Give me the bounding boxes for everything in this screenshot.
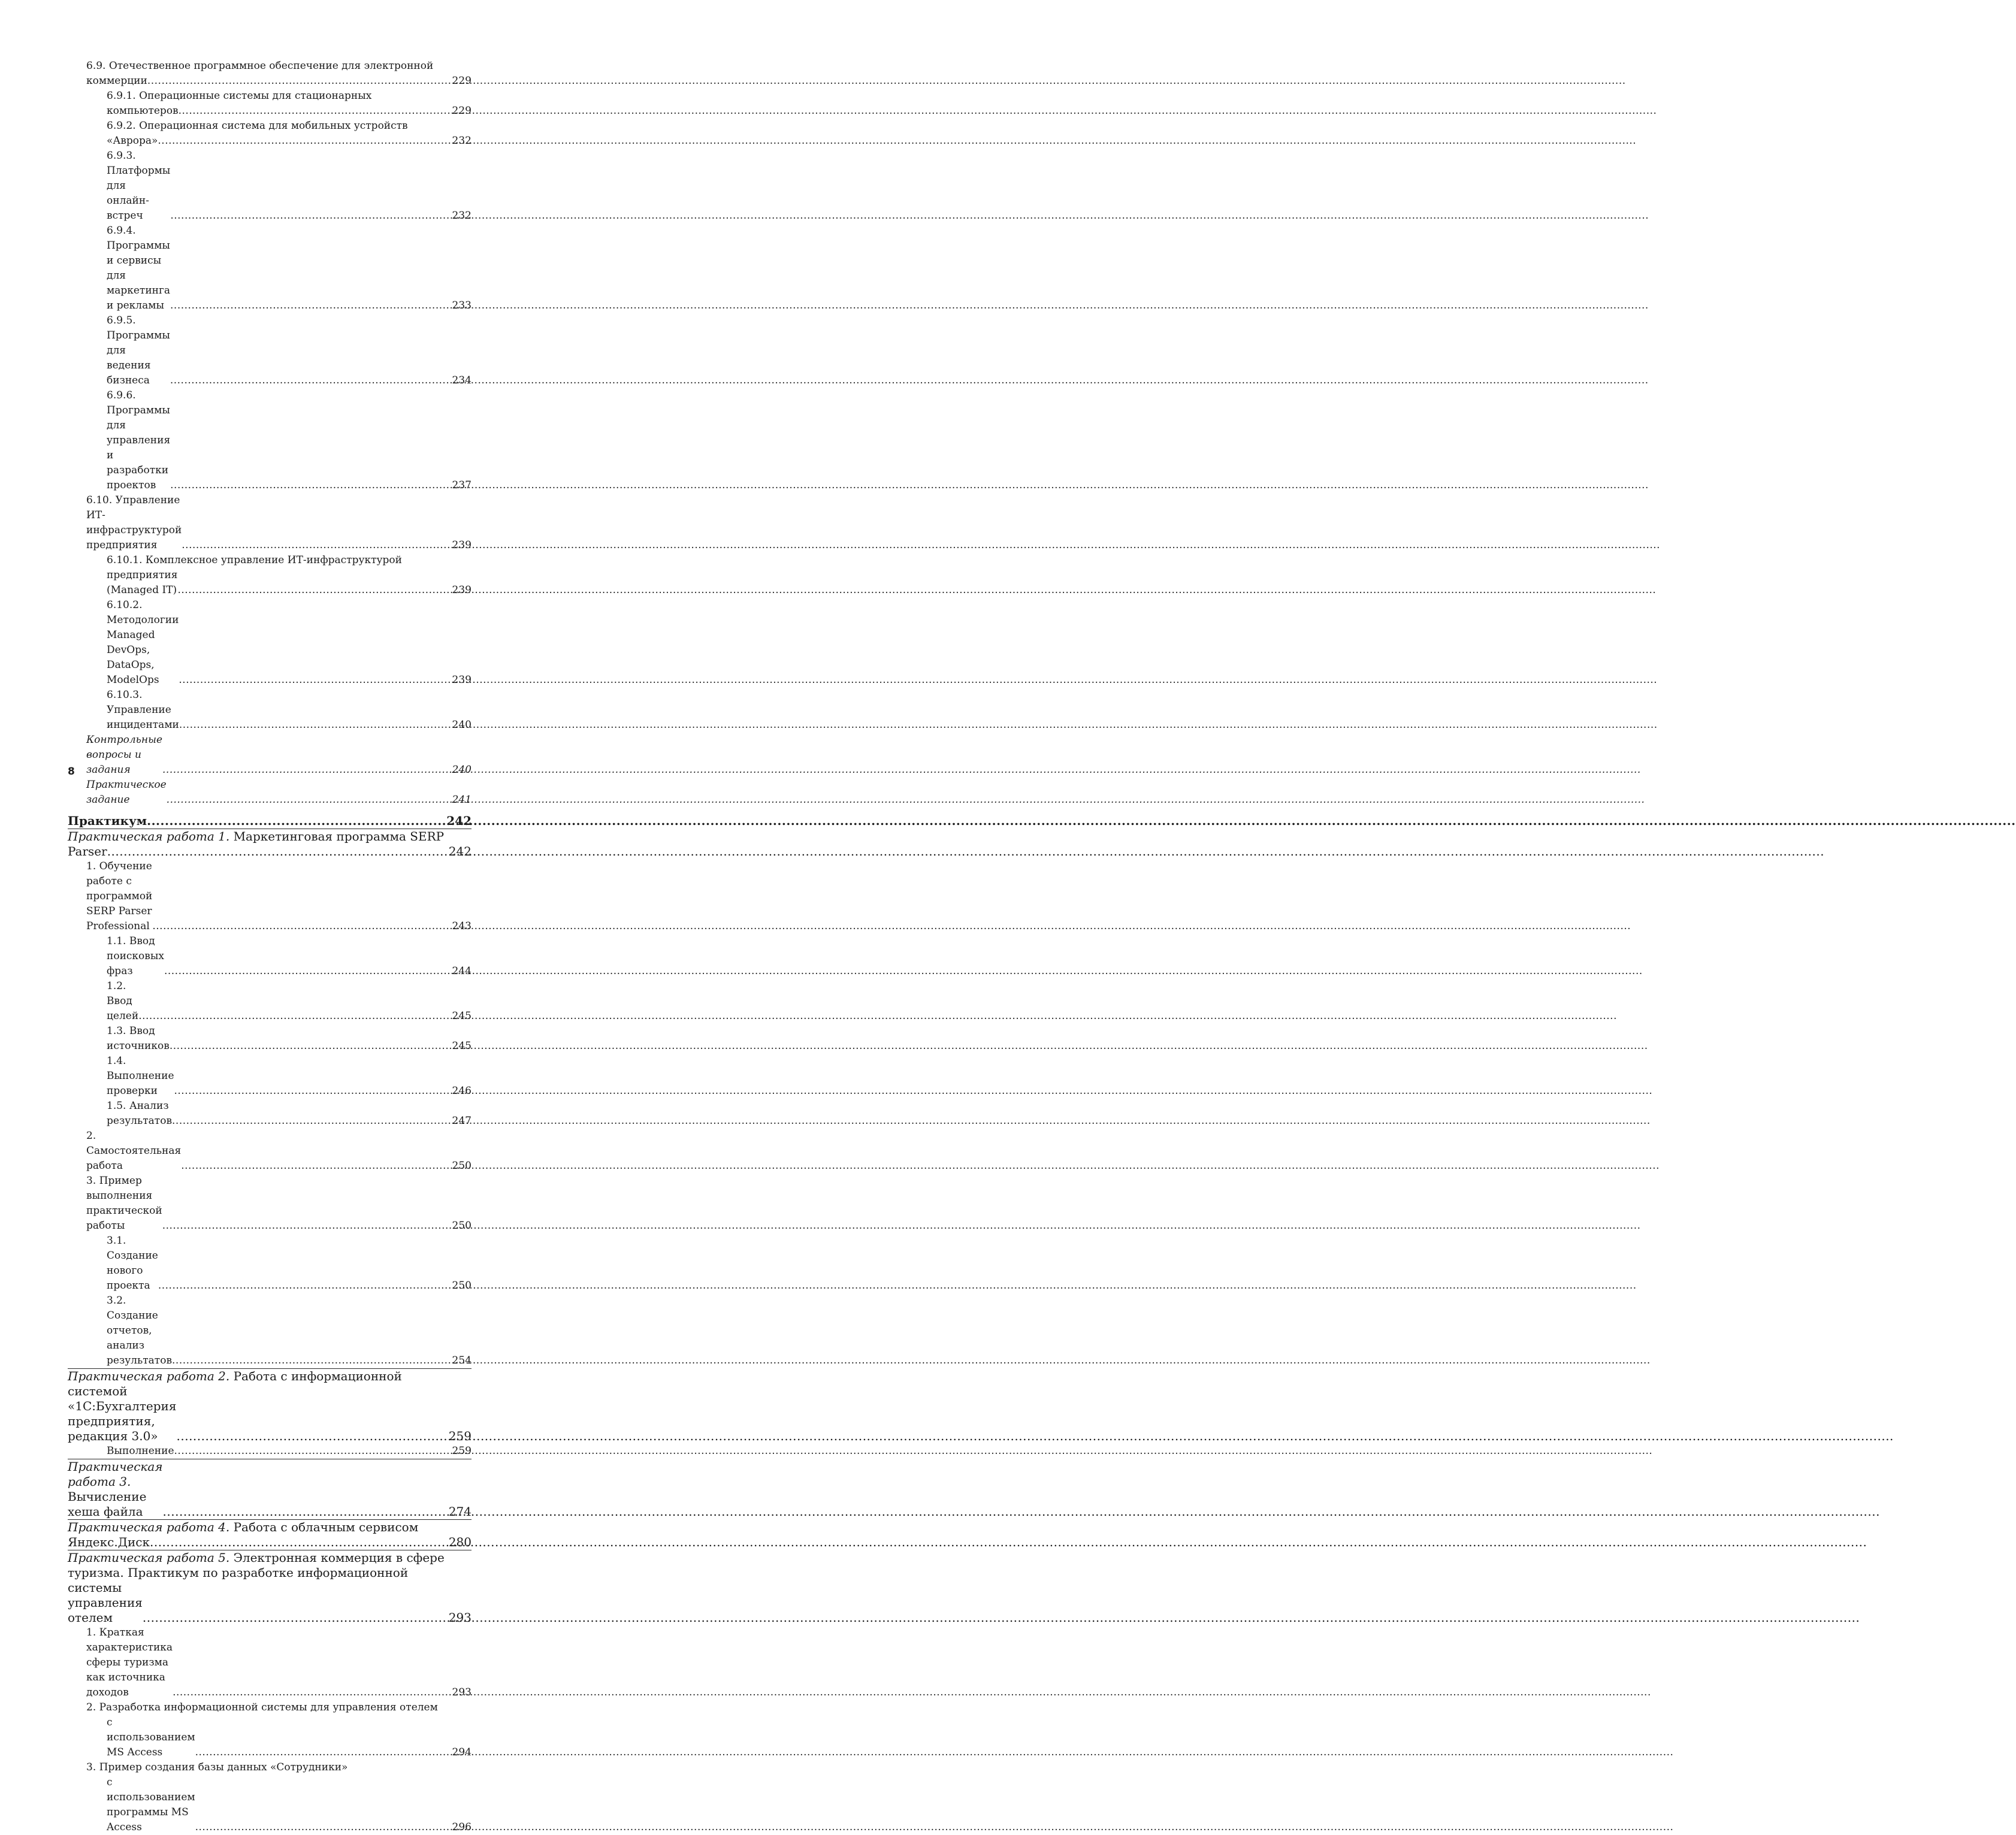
toc-entry-pw1-1-1 xyxy=(68,934,471,979)
toc-entry-title: 6.9.3. Платформы для онлайн-встреч xyxy=(107,150,171,222)
toc-entry-pw5-2 xyxy=(68,1700,471,1760)
toc-page-number: 232 xyxy=(452,210,471,222)
toc-entry-line: 2. Разработка информационной системы для управления отелем xyxy=(86,1701,438,1713)
toc-entry-6-9-6 xyxy=(68,388,471,493)
leader-dots xyxy=(162,1219,451,1234)
toc-entry-line: 3. Пример создания базы данных «Сотрудники» xyxy=(86,1761,348,1773)
toc-entry-title: 3.2. Создание отчетов, анализ результатов xyxy=(107,1295,173,1367)
leader-dots xyxy=(147,814,445,829)
toc-page-number: 245 xyxy=(452,1010,471,1022)
toc-entry-line: Электронная коммерция в сфере xyxy=(229,1550,445,1565)
toc-entry-6-10-3 xyxy=(68,688,471,733)
toc-entry-practical-work-1 xyxy=(68,829,471,859)
toc-page-number: 245 xyxy=(452,1040,471,1052)
toc-page-number: 242 xyxy=(448,844,471,858)
toc-entry-6-9-2 xyxy=(68,119,471,149)
toc-page-number: 240 xyxy=(452,764,471,776)
leader-dots xyxy=(170,1039,451,1054)
toc-page-number: 250 xyxy=(452,1160,471,1172)
toc-page-number: 229 xyxy=(452,75,471,87)
toc-page-number: 229 xyxy=(452,105,471,117)
toc-page-number: 294 xyxy=(452,1746,471,1758)
toc-entry-6-10 xyxy=(68,493,471,553)
leader-dots xyxy=(143,1610,448,1625)
toc-entry-pw5-3 xyxy=(68,1760,471,1835)
leader-dots xyxy=(179,718,451,733)
toc-page-number: 232 xyxy=(452,135,471,147)
leader-dots xyxy=(152,919,451,934)
leader-dots xyxy=(174,1444,451,1459)
toc-entry-practical-task xyxy=(68,778,471,808)
toc-entry-practical-work-2 xyxy=(68,1369,471,1444)
toc-entry-pw2-execution xyxy=(68,1444,471,1459)
toc-entry-6-9-4 xyxy=(68,223,471,313)
toc-page-number: 259 xyxy=(452,1445,471,1457)
toc-entry-title: компьютеров xyxy=(107,105,179,117)
toc-entry-pw1-1-5 xyxy=(68,1099,471,1129)
toc-entry-6-9 xyxy=(68,59,471,89)
leader-dots xyxy=(158,1278,451,1293)
toc-page-number: 239 xyxy=(452,539,471,551)
leader-dots xyxy=(181,1159,451,1174)
leader-dots xyxy=(158,134,451,149)
leader-dots xyxy=(150,1535,448,1550)
toc-entry-line: 6.9.1. Операционные системы для стационарных xyxy=(107,90,372,102)
toc-entry-label: Практическая работа 4. xyxy=(68,1520,230,1534)
toc-entry-title: Вычисление хеша файла xyxy=(68,1489,147,1519)
leader-dots xyxy=(182,538,451,553)
toc-entry-pw1-1 xyxy=(68,859,471,934)
toc-entry-6-10-2 xyxy=(68,598,471,688)
leader-dots xyxy=(179,104,451,119)
toc-entry-label: Практическая работа 5. xyxy=(68,1550,230,1565)
leader-dots xyxy=(172,1353,451,1368)
toc-entry-control-questions xyxy=(68,733,471,778)
toc-entry-title: предприятия (Managed IT) xyxy=(107,569,178,596)
toc-entry-pw1-3-1 xyxy=(68,1234,471,1293)
leader-dots xyxy=(173,1685,451,1700)
toc-page-number: 250 xyxy=(452,1220,471,1232)
leader-dots xyxy=(170,373,451,388)
toc-page-number: 246 xyxy=(452,1085,471,1097)
leader-dots xyxy=(163,1504,448,1519)
toc-entry-title: «Аврора» xyxy=(107,135,158,147)
toc-page-number: 240 xyxy=(452,719,471,731)
toc-entry-title: 6.10.2. Методологии Managed DevOps, DataOps, ModelOps xyxy=(107,599,179,686)
leader-dots xyxy=(167,793,451,808)
toc-entry-title: 1.4. Выполнение проверки xyxy=(107,1055,174,1097)
toc-entry-label: Практическая работа 3. xyxy=(68,1459,163,1489)
toc-entry-title: 1. Краткая характеристика сферы туризма как источника доходов xyxy=(86,1627,173,1698)
leader-dots xyxy=(177,1429,448,1444)
toc-entry-title: Контрольные вопросы и задания xyxy=(86,734,163,776)
toc-entry-line: 6.10.1. Комплексное управление ИТ-инфраструктурой xyxy=(107,554,402,566)
toc-entry-pw1-1-2 xyxy=(68,979,471,1024)
toc-entry-title: с использованием MS Access xyxy=(107,1716,195,1758)
toc-entry-title: с использованием программы MS Access xyxy=(107,1776,195,1833)
toc-page-number: 247 xyxy=(452,1115,471,1127)
leader-dots xyxy=(107,844,448,859)
leader-dots xyxy=(164,964,451,979)
leader-dots xyxy=(179,673,451,688)
toc-entry-6-10-1 xyxy=(68,553,471,598)
toc-page-number: 293 xyxy=(448,1610,471,1625)
toc-page-number: 280 xyxy=(448,1535,471,1549)
toc-entry-6-9-1 xyxy=(68,89,471,119)
toc-entry-line: Маркетинговая программа SERP xyxy=(229,829,445,844)
toc-entry-title: 1.3. Ввод источников xyxy=(107,1025,170,1052)
toc-entry-line: туризма. Практикум по разработке информационной xyxy=(68,1565,409,1580)
leader-dots xyxy=(170,208,451,223)
leader-dots xyxy=(170,298,451,313)
toc-entry-line: 6.9.2. Операционная система для мобильных устройств xyxy=(107,120,408,132)
toc-entry-label: Практическая работа 1. xyxy=(68,829,230,844)
toc-entry-title: системой «1С:Бухгалтерия предприятия, редакция 3.0» xyxy=(68,1384,177,1443)
toc-entry-praktikum xyxy=(68,814,471,829)
leader-dots xyxy=(195,1820,451,1835)
toc-entry-line: 6.9. Отечественное программное обеспечение для электронной xyxy=(86,60,434,72)
toc-page-number: 233 xyxy=(452,300,471,312)
toc-entry-title: 1.1. Ввод поисковых фраз xyxy=(107,935,164,977)
toc-page-number: 250 xyxy=(452,1280,471,1292)
toc-entry-title: Выполнение xyxy=(107,1445,174,1457)
toc-entry-6-9-3 xyxy=(68,149,471,223)
toc-entry-pw1-3-2 xyxy=(68,1293,471,1368)
toc-entry-practical-work-4 xyxy=(68,1520,471,1550)
toc-entry-title: коммерции xyxy=(86,75,147,87)
toc-page-number: 241 xyxy=(452,794,471,806)
leader-dots xyxy=(195,1745,451,1760)
toc-entry-practical-work-3 xyxy=(68,1459,471,1519)
toc-page-number: 296 xyxy=(452,1821,471,1833)
toc-page-number: 242 xyxy=(446,814,471,828)
toc-entry-title: 1.5. Анализ результатов xyxy=(107,1100,173,1127)
toc-entry-6-9-5 xyxy=(68,313,471,388)
toc-entry-title: 6.9.6. Программы для управления и разработки проектов xyxy=(107,389,171,491)
toc-entry-line: Работа с информационной xyxy=(229,1369,402,1383)
toc-entry-title: 6.10.3. Управление инцидентами xyxy=(107,689,179,731)
leader-dots xyxy=(162,763,451,778)
leader-dots xyxy=(174,1084,451,1099)
toc-page-number: 239 xyxy=(452,584,471,596)
toc-entry-title: Практическое задание xyxy=(86,779,167,806)
toc-entry-pw1-1-3 xyxy=(68,1024,471,1054)
toc-entry-practical-work-5 xyxy=(68,1550,471,1625)
toc-page-number: 237 xyxy=(452,479,471,491)
toc-page-number: 274 xyxy=(448,1504,471,1519)
toc-entry-title: Практикум xyxy=(68,814,147,828)
toc-entry-title: Parser xyxy=(68,844,107,858)
leader-dots xyxy=(177,583,451,598)
toc-page-number: 239 xyxy=(452,674,471,686)
toc-page-number: 243 xyxy=(452,920,471,932)
toc-entry-title: системы управления отелем xyxy=(68,1580,143,1625)
toc-entry-label: Практическая работа 2. xyxy=(68,1369,230,1383)
toc-entry-title: 6.9.5. Программы для ведения бизнеса xyxy=(107,315,170,386)
toc-entry-title: Яндекс.Диск xyxy=(68,1535,150,1549)
leader-dots xyxy=(138,1009,451,1024)
toc-entry-pw1-2 xyxy=(68,1129,471,1174)
toc-page-number: 244 xyxy=(452,965,471,977)
toc-entry-title: 3. Пример выполнения практической работы xyxy=(86,1175,162,1232)
table-of-contents xyxy=(68,59,471,1835)
toc-entry-title: 2. Самостоятельная работа xyxy=(86,1130,182,1172)
leader-dots xyxy=(170,478,451,493)
toc-page-number: 259 xyxy=(448,1429,471,1443)
toc-entry-line: Работа с облачным сервисом xyxy=(229,1520,419,1534)
toc-entry-title: 3.1. Создание нового проекта xyxy=(107,1235,158,1292)
leader-dots xyxy=(147,74,451,89)
toc-entry-pw1-3 xyxy=(68,1174,471,1234)
toc-page-number: 234 xyxy=(452,374,471,386)
toc-entry-title: 6.10. Управление ИТ-инфраструктурой предприятия xyxy=(86,494,182,551)
toc-entry-title: 1.2. Ввод целей xyxy=(107,980,139,1022)
toc-page-number: 254 xyxy=(452,1355,471,1367)
toc-entry-pw5-1 xyxy=(68,1625,471,1700)
toc-entry-pw1-1-4 xyxy=(68,1054,471,1099)
toc-entry-title: 1. Обучение работе с программой SERP Parser Professional xyxy=(86,860,153,932)
toc-page-number: 293 xyxy=(452,1686,471,1698)
toc-entry-title: 6.9.4. Программы и сервисы для маркетинга и рекламы xyxy=(107,225,171,312)
page-number: 8 xyxy=(68,766,75,778)
leader-dots xyxy=(172,1114,451,1129)
